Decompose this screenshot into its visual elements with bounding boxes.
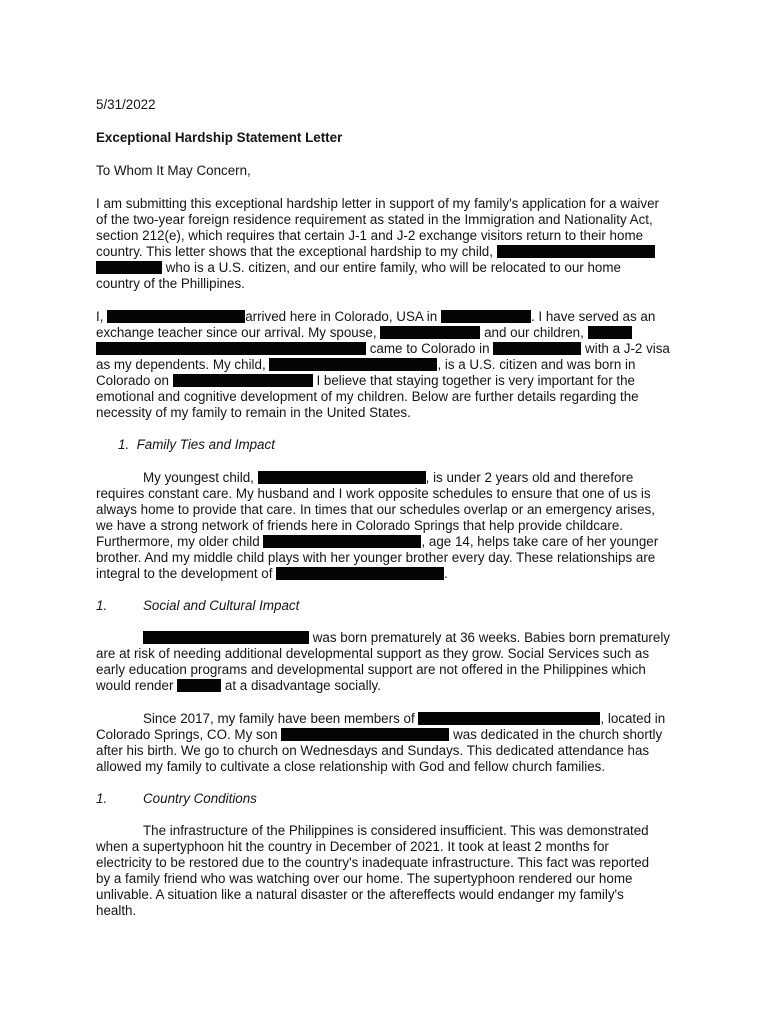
redaction [281,728,449,741]
text-line: came to Colorado in with a J-2 visa [96,341,670,357]
redaction [173,374,313,387]
text-line: was born prematurely at 36 weeks. Babies born prematurely [143,630,670,646]
redaction [258,471,426,484]
text-line: brother. And my middle child plays with her younger brother every day. These relationships are [96,550,656,565]
text-line: Colorado on I believe that staying together is very important for the [96,373,636,388]
text-line: exchange teacher since our arrival. My spouse, and our children, [96,325,632,341]
text-line: would render at a disadvantage socially. [96,678,381,693]
text-line: as my dependents. My child, , is a U.S. citizen and was born in [96,357,636,372]
redaction [96,261,162,274]
text-line: early education programs and developmental support are not offered in the Philippines which [96,662,646,677]
text-line: allowed my family to cultivate a close relationship with God and fellow church families. [96,759,606,774]
redaction [269,358,437,371]
text-line: always home to provide that care. In times that our schedules overlap or an emergency arises, [96,502,655,517]
text-line: section 212(e), which requires that certain J-1 and J-2 exchange visitors return to their home [96,228,644,243]
text-line: Furthermore, my older child , age 14, helps take care of her younger [96,534,659,549]
text-line: electricity to be restored due to the country's inadequate infrastructure. This fact was reported [96,855,650,870]
section-heading-text: Country Conditions [143,791,257,806]
text-line: unlivable. A situation like a natural disaster or the aftereffects would endanger my family's [96,887,624,902]
redaction [588,326,632,339]
text-line: health. [96,903,137,918]
redaction [107,310,245,323]
text-line: who is a U.S. citizen, and our entire family, who will be relocated to our home [96,260,621,276]
text-line: The infrastructure of the Philippines is considered insufficient. This was demonstrated [143,823,649,838]
redaction [276,567,444,580]
redaction [441,310,531,323]
text-line: by a family friend who was watching over our home. The supertyphoon rendered our home [96,871,633,886]
text-line: country of the Phillipines. [96,276,245,291]
text-line: when a supertyphoon hit the country in December of 2021. It took at least 2 months for [96,839,609,854]
text-line: My youngest child, , is under 2 years old and therefore [143,470,634,485]
text-line: I am submitting this exceptional hardship letter in support of my family's application for a waiver [96,196,659,211]
redaction [418,712,600,725]
text-line: requires constant care. My husband and I work opposite schedules to ensure that one of us is [96,486,651,501]
letter-title: Exceptional Hardship Statement Letter [96,130,343,145]
text-line: of the two-year foreign residence requirement as stated in the Immigration and Nationality Act, [96,212,653,227]
redaction [380,326,480,339]
text-line: Colorado Springs, CO. My son was dedicated in the church shortly [96,727,663,742]
redaction [263,535,421,548]
redaction [143,631,309,644]
text-line: country. This letter shows that the exceptional hardship to my child, [96,244,655,260]
text-line: I, arrived here in Colorado, USA in . I have served as an [96,309,656,324]
redaction [493,342,581,355]
text-line: after his birth. We go to church on Wednesdays and Sundays. This dedicated attendance has [96,743,650,758]
text-line: Since 2017, my family have been members of , located in [143,711,666,726]
salutation: To Whom It May Concern, [96,163,251,178]
text-line: necessity of my family to remain in the United States. [96,405,411,420]
section-heading: 1. [96,598,108,613]
text-line: emotional and cognitive development of my children. Below are further details regarding the [96,389,639,404]
section-heading-text: Social and Cultural Impact [143,598,300,613]
section-heading: 1. Family Ties and Impact [118,437,275,452]
letter-date: 5/31/2022 [96,97,156,112]
redaction [96,342,366,355]
redaction [497,245,655,258]
text-line: integral to the development of . [96,566,448,581]
text-line: we have a strong network of friends here in Colorado Springs that help provide childcare. [96,518,623,533]
text-line: are at risk of needing additional developmental support as they grow. Social Services such as [96,646,650,661]
section-heading: 1. [96,791,108,806]
redaction [177,679,221,692]
